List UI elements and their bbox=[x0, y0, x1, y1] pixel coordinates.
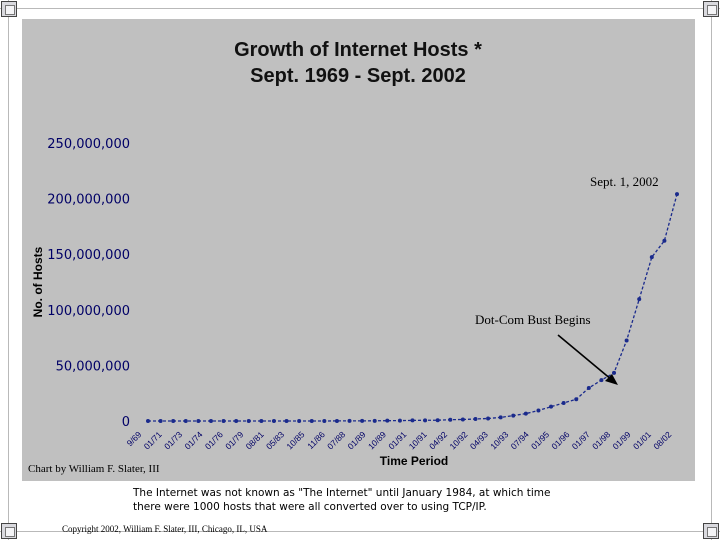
x-tick-label: 10/92 bbox=[447, 429, 470, 452]
data-point bbox=[549, 405, 553, 409]
data-point bbox=[436, 418, 440, 422]
x-tick-label: 04/92 bbox=[427, 429, 450, 452]
frame-top-line bbox=[0, 8, 720, 9]
data-point bbox=[209, 419, 213, 423]
y-tick-label: 250,000,000 bbox=[47, 137, 130, 152]
data-point bbox=[625, 338, 629, 342]
data-point bbox=[297, 419, 301, 423]
frame-left-line bbox=[8, 0, 9, 540]
data-point bbox=[272, 419, 276, 423]
data-point bbox=[146, 419, 150, 423]
bust-arrow-line bbox=[558, 335, 612, 380]
x-tick-label: 11/86 bbox=[305, 429, 327, 452]
y-tick-label: 100,000,000 bbox=[47, 303, 130, 319]
corner-top-left bbox=[1, 1, 17, 17]
x-axis-label: Time Period bbox=[379, 454, 449, 468]
data-point bbox=[587, 386, 591, 390]
x-tick-label: 01/01 bbox=[630, 429, 654, 452]
data-point bbox=[285, 419, 289, 423]
x-tick-label: 01/74 bbox=[182, 429, 205, 452]
data-point bbox=[612, 371, 616, 375]
data-point bbox=[574, 397, 578, 401]
data-point bbox=[448, 418, 452, 422]
frame-right-line bbox=[711, 0, 712, 540]
data-point bbox=[486, 417, 490, 421]
x-tick-label: 01/79 bbox=[223, 429, 246, 452]
y-tick-label: 0 bbox=[121, 415, 130, 430]
chart-title-line: Growth of Internet Hosts * bbox=[234, 39, 482, 61]
y-tick-label: 50,000,000 bbox=[55, 359, 130, 375]
data-point bbox=[360, 419, 364, 423]
corner-bottom-right bbox=[703, 523, 719, 539]
data-point bbox=[322, 419, 326, 423]
data-point bbox=[335, 419, 339, 423]
chart-credit: Chart by William F. Slater, III bbox=[28, 463, 160, 475]
x-tick-label: 05/83 bbox=[263, 429, 287, 452]
data-point bbox=[310, 419, 314, 423]
x-tick-label: 08/81 bbox=[243, 429, 266, 452]
data-point bbox=[184, 419, 188, 423]
data-point bbox=[398, 419, 402, 423]
x-tick-label: 10/93 bbox=[488, 429, 511, 452]
peak-annotation: Sept. 1, 2002 bbox=[590, 174, 659, 189]
data-point bbox=[159, 419, 163, 423]
data-point bbox=[423, 418, 427, 422]
data-point bbox=[473, 417, 477, 421]
data-point bbox=[348, 419, 352, 423]
series-line bbox=[148, 194, 677, 421]
copyright-text: Copyright 2002, William F. Slater, III, Chicago, IL, USA bbox=[62, 524, 268, 534]
data-point bbox=[411, 418, 415, 422]
x-tick-label: 10/91 bbox=[406, 429, 429, 452]
data-point bbox=[511, 414, 515, 418]
data-point bbox=[562, 401, 566, 405]
data-point bbox=[196, 419, 200, 423]
data-point bbox=[499, 415, 503, 419]
chart-svg bbox=[22, 19, 695, 481]
x-tick-label: 01/91 bbox=[386, 429, 409, 452]
x-tick-label: 01/89 bbox=[345, 429, 368, 452]
data-point bbox=[599, 378, 603, 382]
x-tick-label: 04/93 bbox=[467, 429, 490, 452]
y-tick-label: 200,000,000 bbox=[47, 192, 130, 208]
data-point bbox=[675, 192, 679, 196]
x-tick-label: 01/99 bbox=[610, 429, 633, 452]
x-tick-label: 01/96 bbox=[549, 429, 572, 452]
data-point bbox=[536, 408, 540, 412]
data-point bbox=[637, 297, 641, 301]
data-point bbox=[247, 419, 251, 423]
data-point bbox=[662, 239, 666, 243]
y-tick-label: 150,000,000 bbox=[47, 248, 130, 264]
x-tick-label: 07/94 bbox=[508, 429, 531, 452]
data-point bbox=[259, 419, 263, 423]
x-tick-label: 01/76 bbox=[202, 429, 225, 452]
data-point bbox=[373, 419, 377, 423]
data-point bbox=[650, 255, 654, 259]
corner-top-right bbox=[703, 1, 719, 17]
y-axis-label: No. of Hosts bbox=[31, 246, 45, 318]
chart-title-line: Sept. 1969 - Sept. 2002 bbox=[250, 65, 466, 87]
history-note: The Internet was not known as "The Internet" until January 1984, at which time there were 1000 hosts that were all converted over to using TCP/IP. bbox=[133, 487, 551, 513]
x-tick-label: 10/85 bbox=[284, 429, 307, 452]
data-point bbox=[524, 412, 528, 416]
x-tick-label: 01/97 bbox=[569, 429, 592, 452]
x-tick-label: 9/69 bbox=[124, 429, 144, 449]
data-point bbox=[234, 419, 238, 423]
data-point bbox=[461, 418, 465, 422]
x-tick-label: 01/73 bbox=[162, 429, 185, 452]
x-tick-label: 08/02 bbox=[651, 429, 674, 452]
x-tick-label: 01/95 bbox=[528, 429, 552, 452]
data-point bbox=[171, 419, 175, 423]
chart-panel bbox=[22, 19, 695, 481]
x-tick-label: 10/89 bbox=[365, 429, 389, 452]
x-tick-label: 01/98 bbox=[590, 429, 613, 452]
data-point bbox=[385, 419, 389, 423]
x-tick-label: 01/71 bbox=[141, 429, 164, 452]
x-tick-label: 07/88 bbox=[325, 429, 348, 452]
data-point bbox=[222, 419, 226, 423]
corner-bottom-left bbox=[1, 523, 17, 539]
bust-annotation: Dot-Com Bust Begins bbox=[475, 312, 591, 327]
